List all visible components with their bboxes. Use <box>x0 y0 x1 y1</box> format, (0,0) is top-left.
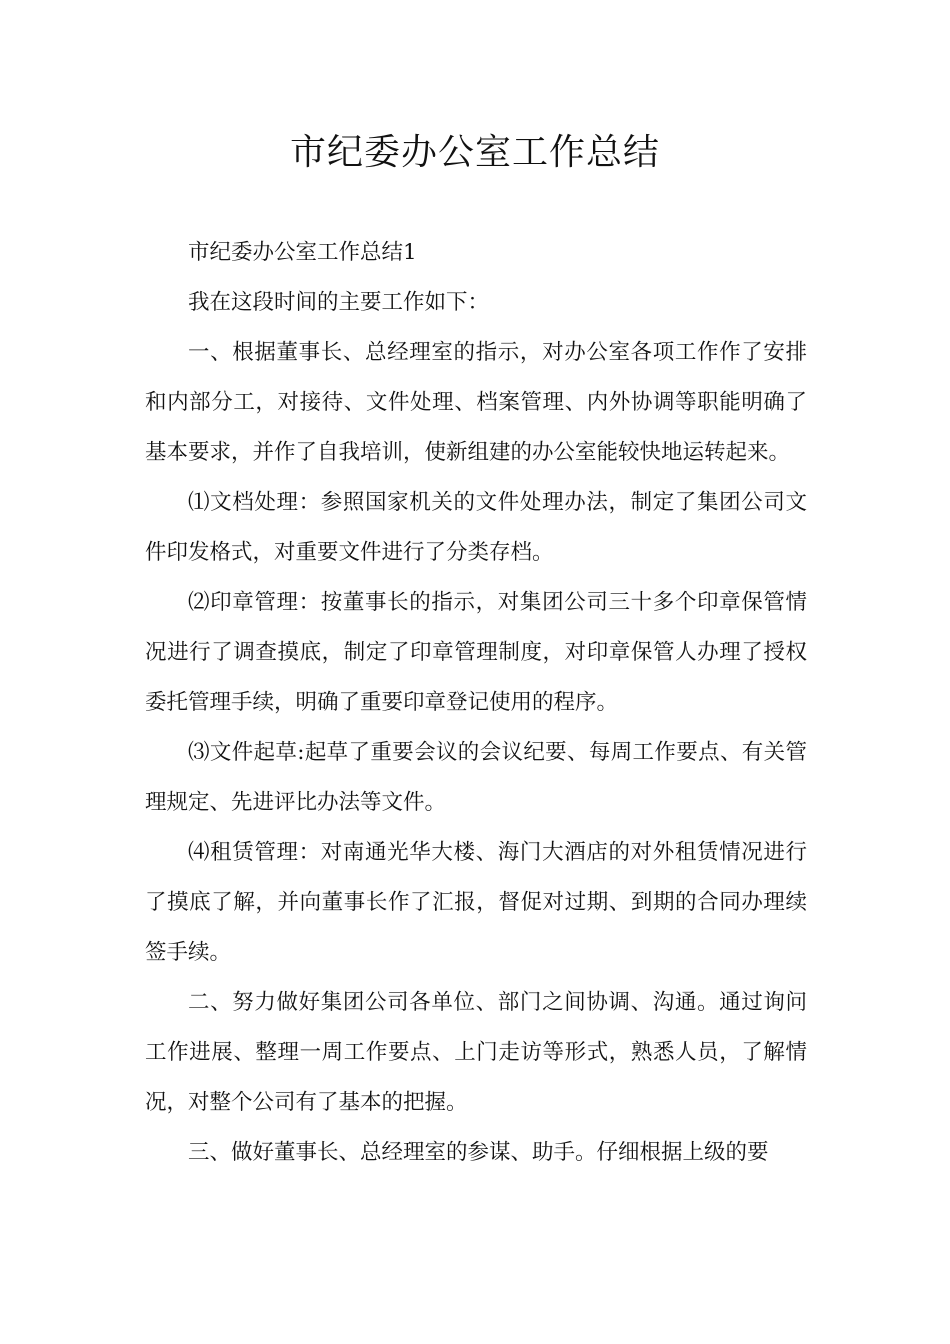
paragraph-section-three: 三、做好董事长、总经理室的参谋、助手。仔细根据上级的要 <box>188 1140 769 1165</box>
document-title: 市纪委办公室工作总结 <box>289 132 660 173</box>
paragraph-item-4: ⑷租赁管理：对南通光华大楼、海门大酒店的对外租赁情况进行了摸底了解，并向董事长作了汇报，督促对过期、到期的合同办理续签手续。 <box>145 840 807 965</box>
paragraph-item-3: ⑶文件起草:起草了重要会议的会议纪要、每周工作要点、有关管理规定、先进评比办法等文件。 <box>145 740 807 815</box>
paragraph-section-two: 二、努力做好集团公司各单位、部门之间协调、沟通。通过询问工作进展、整理一周工作要点、上门走访等形式，熟悉人员，了解情况，对整个公司有了基本的把握。 <box>145 990 807 1115</box>
document-body <box>145 228 807 1178</box>
paragraph-intro: 我在这段时间的主要工作如下： <box>188 290 490 315</box>
paragraph-item-1: ⑴文档处理：参照国家机关的文件处理办法，制定了集团公司文件印发格式，对重要文件进行了分类存档。 <box>145 490 807 565</box>
paragraph-section-one: 一、根据董事长、总经理室的指示，对办公室各项工作作了安排和内部分工，对接待、文件处理、档案管理、内外协调等职能明确了基本要求，并作了自我培训，使新组建的办公室能较快地运转起来。 <box>145 340 807 465</box>
paragraph-item-2: ⑵印章管理：按董事长的指示，对集团公司三十多个印章保管情况进行了调查摸底，制定了印章管理制度，对印章保管人办理了授权委托管理手续，明确了重要印章登记使用的程序。 <box>145 590 807 715</box>
paragraph-subtitle: 市纪委办公室工作总结1 <box>188 240 417 265</box>
